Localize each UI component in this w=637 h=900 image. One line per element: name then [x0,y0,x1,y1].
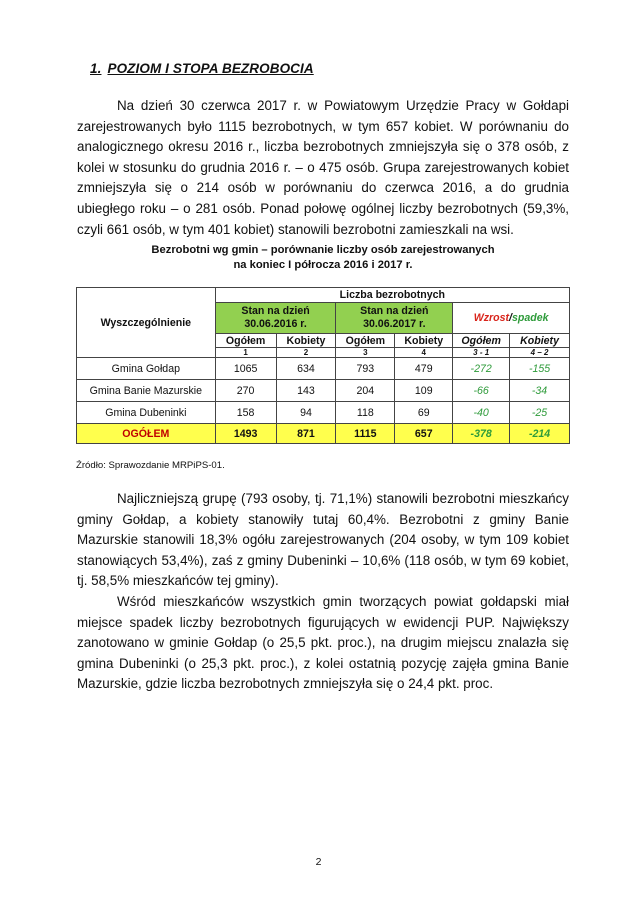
table-caption [77,243,569,273]
column-number: 4 [395,348,453,358]
header-period-2016: Stan na dzień 30.06.2016 r. [215,303,336,334]
header-wyszczegolnienie: Wyszczególnienie [77,288,216,358]
page-number: 2 [315,856,322,868]
table-cell: 158 [215,402,276,424]
table-cell: 143 [276,380,336,402]
table-cell: 634 [276,358,336,380]
paragraph-3: Wśród mieszkańców wszystkich gmin tworzących powiat gołdapski miał miejsce spadek liczby bezrobotnych figurujących w ewidencji PUP. Największy zanotowano w gminie Gołdap (o 25,5 pkt. proc.), na drugim miejscu znalazła się gmina Dubeninki (o 25,3 pkt. proc.), z kolei ostatnią pozycję zajęła gmina Banie Mazurskie, gdzie liczba bezrobotnych zmniejszyła się o 24,4 pkt. proc. [77,593,569,692]
table-row [77,380,570,402]
source-note: Źródło: Sprawozdanie MRPiPS-01. [76,460,225,471]
table-cell: 69 [395,402,453,424]
table-cell: 479 [395,358,453,380]
header-liczba-bezrobotnych: Liczba bezrobotnych [215,288,569,303]
section-number: 1. [90,61,102,76]
subheader-cell: Ogółem [453,334,510,348]
paragraph-1: Na dzień 30 czerwca 2017 r. w Powiatowym Urzędzie Pracy w Gołdapi zarejestrowanych było 1115 bezrobotnych, w tym 657 kobiet. W porównaniu do analogicznego okresu 2016 r., liczba bezrobotnych zmniejszyła się o 378 osób, z kolei w stosunku do grudnia 2016 r. – o 475 osób. Grupa zarejestrowanych kobiet zmniejszyła się o 214 osób w porównaniu do czerwca 2016, a do grudnia ubiegłego roku – o 281 osób. Ponad połowę ogólnej liczby bezrobotnych (59,3%, czyli 661 osób, w tym 401 kobiet) stanowili bezrobotni zamieszkali na wsi. [77,98,569,237]
table-cell: 270 [215,380,276,402]
body-paragraph-block [77,489,569,695]
subheader-cell: Kobiety [276,334,336,348]
row-label: Gmina Gołdap [77,358,216,380]
header-spadek: spadek [511,312,549,324]
row-label: Gmina Dubeninki [77,402,216,424]
table-cell: 94 [276,402,336,424]
total-cell: -214 [510,424,570,444]
subheader-cell: Kobiety [510,334,570,348]
table-cell: 109 [395,380,453,402]
row-label: Gmina Banie Mazurskie [77,380,216,402]
table-cell: -66 [453,380,510,402]
table-cell: 1065 [215,358,276,380]
total-label: OGÓŁEM [77,424,216,444]
table-cell: -40 [453,402,510,424]
subheader-cell: Kobiety [395,334,453,348]
table-cell: 118 [336,402,395,424]
unemployment-table [76,287,570,444]
table-cell: -272 [453,358,510,380]
column-number: 4 – 2 [510,348,570,358]
table-caption-line-1: Bezrobotni wg gmin – porównanie liczby osób zarejestrowanych [151,244,495,256]
section-title: POZIOM I STOPA BEZROBOCIA [107,61,314,76]
column-number: 3 - 1 [453,348,510,358]
table-cell: 204 [336,380,395,402]
column-number: 1 [215,348,276,358]
header-slash: / [509,312,512,324]
paragraph-2: Najliczniejszą grupę (793 osoby, tj. 71,1%) stanowili bezrobotni mieszkańcy gminy Gołdap, a kobiety stanowiły tutaj 60,4%. Bezrobotni z gminy Banie Mazurskie stanowili 18,3% ogółu zarejestrowanych (204 osoby, w tym 109 kobiet stanowiących 53,4%), zaś z gminy Dubeninki – 10,6% (118 osób, w tym 69 kobiet, tj. 58,5% mieszkańców tej gminy). [77,491,569,589]
header-wzrost: Wzrost [473,312,510,324]
total-cell: 871 [276,424,336,444]
column-number: 3 [336,348,395,358]
total-cell: 1493 [215,424,276,444]
subheader-cell: Ogółem [215,334,276,348]
table-row [77,402,570,424]
table-cell: 793 [336,358,395,380]
total-cell: 657 [395,424,453,444]
column-number: 2 [276,348,336,358]
total-cell: -378 [453,424,510,444]
table-cell: -155 [510,358,570,380]
table-cell: -34 [510,380,570,402]
intro-paragraph-block [77,96,569,240]
header-period-2017: Stan na dzień 30.06.2017 r. [336,303,453,334]
total-row [77,424,570,444]
table-caption-line-2: na koniec I półrocza 2016 i 2017 r. [233,259,413,271]
table-cell: -25 [510,402,570,424]
table-row [77,358,570,380]
section-heading [90,61,314,76]
total-cell: 1115 [336,424,395,444]
subheader-cell: Ogółem [336,334,395,348]
header-change [453,303,570,334]
